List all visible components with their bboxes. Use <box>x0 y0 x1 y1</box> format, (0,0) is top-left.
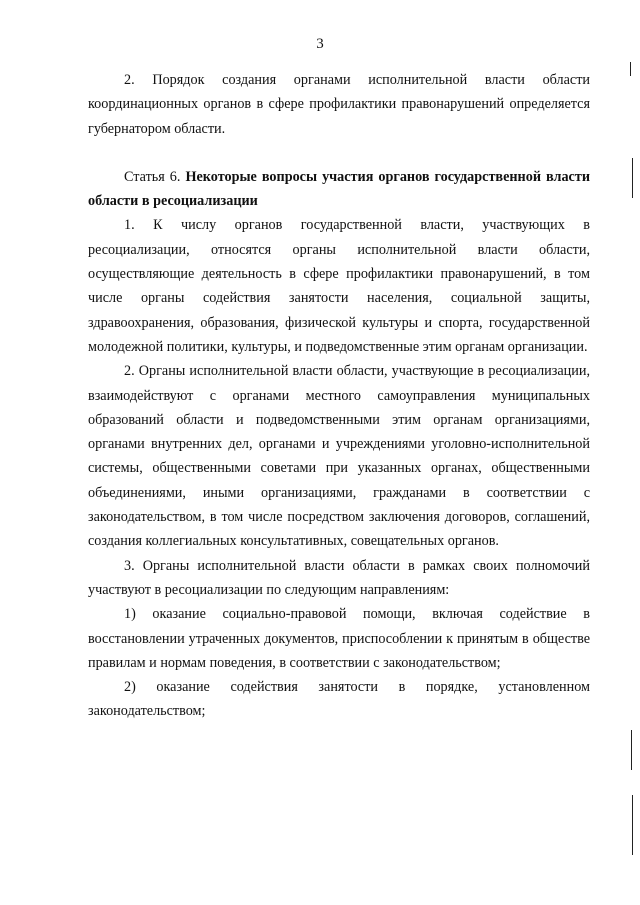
article-6-label: Статья 6. <box>124 168 186 185</box>
paragraph-coordination-bodies: 2. Порядок создания органами исполнительной власти области координационных органов в сфере профилактики правонарушений определяется губернатором области. <box>88 72 590 137</box>
scan-edge-mark <box>630 62 631 76</box>
scan-edge-mark <box>631 730 632 770</box>
article-6-paragraph-3: 3. Органы исполнительной власти области в рамках своих полномочий участвуют в ресоциализации по следующим направлениям: <box>88 557 590 598</box>
scan-edge-mark <box>632 795 633 855</box>
article-6-paragraph-3-item-2: 2) оказание содействия занятости в порядке, установленном законодательством; <box>88 679 590 720</box>
page-number: 3 <box>316 36 324 52</box>
article-6-paragraph-3-item-1: 1) оказание социально-правовой помощи, включая содействие в восстановлении утраченных документов, приспособлении к принятым в обществе правилам и нормам поведения, в соответствии с законодательством; <box>88 606 590 671</box>
article-6-title: Некоторые вопросы участия органов государственной власти области в ресоциализации <box>88 168 590 210</box>
article-6-paragraph-2: 2. Органы исполнительной власти области, участвующие в ресоциализации, взаимодействуют с органами местного самоуправления муниципальных образований области и подведомственными этим органам организациями, органами внутренних дел, органами и учреждениями уголовно-исполнительной системы, общественными советами при указанных органах, общественными объединениями, иными организациями, гражданами в соответствии с законодательством, в том числе посредством заключения договоров, соглашений, создания коллегиальных консультативных, совещательных органов. <box>88 363 590 550</box>
article-6-heading <box>88 165 590 214</box>
scan-edge-mark <box>632 158 633 198</box>
document-body <box>88 68 590 724</box>
article-6-paragraph-1: 1. К числу органов государственной власти, участвующих в ресоциализации, относятся органы исполнительной власти области, осуществляющие деятельность в сфере профилактики правонарушений, в том числе органы содействия занятости населения, социальной защиты, здравоохранения, образования, физической культуры и спорта, государственной молодежной политики, культуры, и подведомственные этим органам организации. <box>88 217 590 355</box>
